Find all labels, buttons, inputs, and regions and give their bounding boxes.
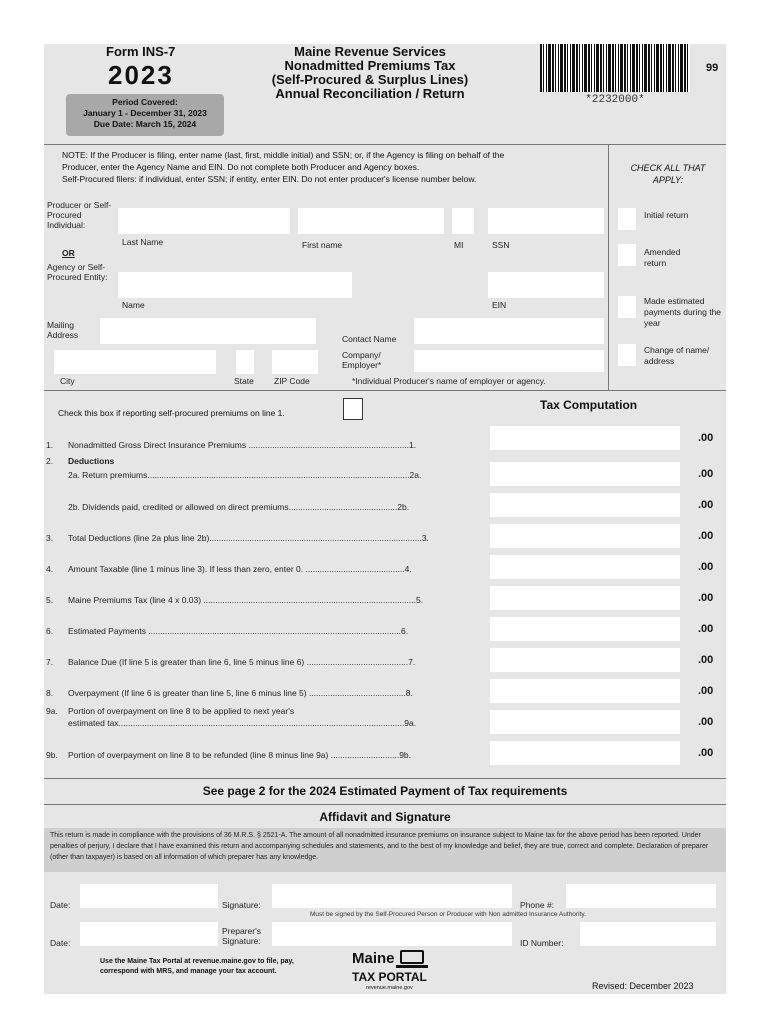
period-range: January 1 - December 31, 2023 <box>83 108 207 118</box>
change-name-address-checkbox[interactable] <box>618 344 636 366</box>
title-line-2: (Self-Procured & Surplus Lines) <box>271 72 469 87</box>
cents-label: .00 <box>698 685 714 697</box>
self-procured-checkbox[interactable] <box>343 398 363 420</box>
estimated-payments-label: Made estimated payments during the year <box>644 296 722 328</box>
contact-name-field[interactable] <box>414 318 604 344</box>
company-employer-field[interactable] <box>414 350 604 372</box>
first-name-label: First name <box>302 240 343 250</box>
preparer-signature-label: Preparer's Signature: <box>222 926 261 946</box>
cents-label: .00 <box>698 530 714 542</box>
line-number: 4. <box>46 564 54 574</box>
ssn-label: SSN <box>492 240 510 250</box>
cents-label: .00 <box>698 468 714 480</box>
amount-field[interactable] <box>490 741 680 765</box>
zip-label: ZIP Code <box>274 376 310 386</box>
id-number-field[interactable] <box>580 922 716 946</box>
mailing-address-label: Mailing Address <box>47 320 79 340</box>
amount-field[interactable] <box>490 648 680 672</box>
ein-label: EIN <box>492 300 507 310</box>
amount-field[interactable] <box>490 524 680 548</box>
barcode <box>540 44 690 92</box>
must-sign-note: Must be signed by the Self-Procured Person or Producer with Non admitted Insurance Authority. <box>310 911 586 918</box>
initial-return-label: Initial return <box>644 210 689 220</box>
contact-name-label: Contact Name <box>342 334 397 344</box>
line-description: Deductions <box>68 456 115 466</box>
maine-logo-top: Maine <box>352 950 395 967</box>
city-field[interactable] <box>54 350 216 374</box>
line-description: Overpayment (If line 6 is greater than line 5, line 6 minus line 5) .........................................8. <box>68 688 413 698</box>
due-date: Due Date: March 15, 2024 <box>93 119 197 129</box>
amended-return-label: Amended return <box>644 247 681 268</box>
ein-field[interactable] <box>488 272 604 298</box>
amount-field[interactable] <box>490 617 680 641</box>
line-description: Portion of overpayment on line 8 to be refunded (line 8 minus line 9a) .............................9b. <box>68 750 412 760</box>
employer-footnote: *Individual Producer's name of employer or agency. <box>352 376 546 386</box>
date-label-1: Date: <box>50 900 71 910</box>
amount-field[interactable] <box>490 426 680 450</box>
cents-label: .00 <box>698 592 714 604</box>
tax-computation-title: Tax Computation <box>540 398 638 412</box>
line-number: 1. <box>46 440 54 450</box>
city-label: City <box>60 376 75 386</box>
portal-text-2: correspond with MRS, and manage your tax account. <box>100 968 277 975</box>
form-year: 2023 <box>108 60 174 90</box>
self-procured-check-label: Check this box if reporting self-procured premiums on line 1. <box>58 408 285 418</box>
date-label-2: Date: <box>50 938 71 948</box>
line-number: 9a. <box>46 706 58 716</box>
state-field[interactable] <box>236 350 254 374</box>
agency-label: Agency or Self-Procured Entity: <box>47 262 108 282</box>
first-name-field[interactable] <box>298 208 444 234</box>
portal-text-1: Use the Maine Tax Portal at revenue.maine.gov to file, pay, <box>100 958 294 965</box>
amount-field[interactable] <box>490 710 680 734</box>
line-number: 2. <box>46 456 54 466</box>
estimated-payments-checkbox[interactable] <box>618 296 636 318</box>
note-line-1: NOTE: If the Producer is filing, enter name (last, first, middle initial) and SSN; or, if the Agency is filing on behalf of the <box>62 150 505 160</box>
cents-label: .00 <box>698 561 714 573</box>
line-number: 9b. <box>46 750 58 760</box>
mi-field[interactable] <box>452 208 474 234</box>
state-label: State <box>234 376 254 386</box>
last-name-label: Last Name <box>122 237 164 247</box>
page-code: 99 <box>706 62 719 74</box>
line-description: Amount Taxable (line 1 minus line 3). If less than zero, enter 0. ..........................................4. <box>68 564 412 574</box>
amount-field[interactable] <box>490 462 680 486</box>
cents-label: .00 <box>698 432 714 444</box>
amount-field[interactable] <box>490 555 680 579</box>
amended-return-checkbox[interactable] <box>618 244 636 266</box>
barcode-text: *2232000* <box>585 94 645 106</box>
mi-label: MI <box>454 240 464 250</box>
checkall-title: CHECK ALL THAT APPLY: <box>630 163 706 185</box>
line-number: 8. <box>46 688 54 698</box>
phone-field[interactable] <box>566 884 716 908</box>
date-field-1[interactable] <box>80 884 218 908</box>
line-description: Estimated Payments ...........................................................................................................6. <box>68 626 409 636</box>
line-description: Balance Due (If line 5 is greater than line 6, line 5 minus line 6) ...........................................7. <box>68 657 416 667</box>
agency-name-field[interactable] <box>118 272 352 298</box>
line-description: Nonadmitted Gross Direct Insurance Premiums ....................................................................1. <box>68 440 417 450</box>
name-label: Name <box>122 300 145 310</box>
laptop-icon <box>400 950 424 964</box>
mailing-address-field[interactable] <box>100 318 316 344</box>
change-name-address-label: Change of name/ address <box>644 345 710 366</box>
zip-field[interactable] <box>272 350 318 374</box>
signature-field[interactable] <box>272 884 512 908</box>
note-line-2: Producer, enter the Agency Name and EIN. Do not complete both Producer and Agency boxes. <box>62 162 420 172</box>
period-title: Period Covered: <box>112 97 178 107</box>
preparer-signature-field[interactable] <box>272 922 512 946</box>
ssn-field[interactable] <box>488 208 604 234</box>
line-number: 5. <box>46 595 54 605</box>
line-description: Total Deductions (line 2a plus line 2b)..........................................................................................3. <box>68 533 429 543</box>
laptop-base <box>396 965 428 968</box>
initial-return-checkbox[interactable] <box>618 208 636 230</box>
cents-label: .00 <box>698 716 714 728</box>
line-description: 2a. Return premiums...............................................................................................................2a. <box>68 470 422 480</box>
affidavit-title: Affidavit and Signature <box>319 810 451 824</box>
title-line-3: Annual Reconciliation / Return <box>275 86 465 101</box>
line-description: Portion of overpayment on line 8 to be applied to next year's <box>68 706 295 716</box>
title-line-1: Nonadmitted Premiums Tax <box>284 58 456 73</box>
amount-field[interactable] <box>490 493 680 517</box>
last-name-field[interactable] <box>118 208 290 234</box>
agency-name: Maine Revenue Services <box>294 44 446 59</box>
company-employer-label: Company/ Employer* <box>342 350 382 370</box>
cents-label: .00 <box>698 499 714 511</box>
cents-label: .00 <box>698 623 714 635</box>
producer-label: Producer or Self-Procured Individual: <box>47 200 112 230</box>
affidavit-text: This return is made in compliance with the provisions of 36 M.R.S. § 2521-A. The amount of all nonadmitted insurance premiums on insurance subject to Maine tax for the above period has been reported. Under penalties of perjury, I declare that I have examined this return and accompanying schedules and statements, and to the best of my knowledge and belief, they are true, correct and complete. Declaration of preparer (other than taxpayer) is based on all information of which preparer has any knowledge. <box>50 832 709 861</box>
maine-logo-bottom: TAX PORTAL <box>352 970 427 984</box>
or-label: OR <box>62 248 75 258</box>
line-description: 2b. Dividends paid, credited or allowed on direct premiums..............................................2b. <box>68 502 410 512</box>
maine-logo-url: revenue.maine.gov <box>366 985 413 991</box>
line-description-continued: estimated tax.........................................................................................................................9a. <box>68 718 417 728</box>
id-number-label: ID Number: <box>520 938 564 948</box>
line-number: 7. <box>46 657 54 667</box>
amount-field[interactable] <box>490 586 680 610</box>
note-line-3: Self-Procured filers: if individual, enter SSN; if entity, enter EIN. Do not enter producer's license number below. <box>62 174 477 184</box>
revised-date: Revised: December 2023 <box>592 981 694 991</box>
cents-label: .00 <box>698 747 714 759</box>
date-field-2[interactable] <box>80 922 218 946</box>
form-label: Form INS-7 <box>106 44 176 59</box>
line-description: Maine Premiums Tax (line 4 x 0.03) ..........................................................................................5. <box>68 595 424 605</box>
see-page-2: See page 2 for the 2024 Estimated Payment of Tax requirements <box>202 784 568 798</box>
signature-label: Signature: <box>222 900 261 910</box>
line-number: 6. <box>46 626 54 636</box>
cents-label: .00 <box>698 654 714 666</box>
amount-field[interactable] <box>490 679 680 703</box>
line-number: 3. <box>46 533 54 543</box>
phone-label: Phone #: <box>520 900 555 910</box>
